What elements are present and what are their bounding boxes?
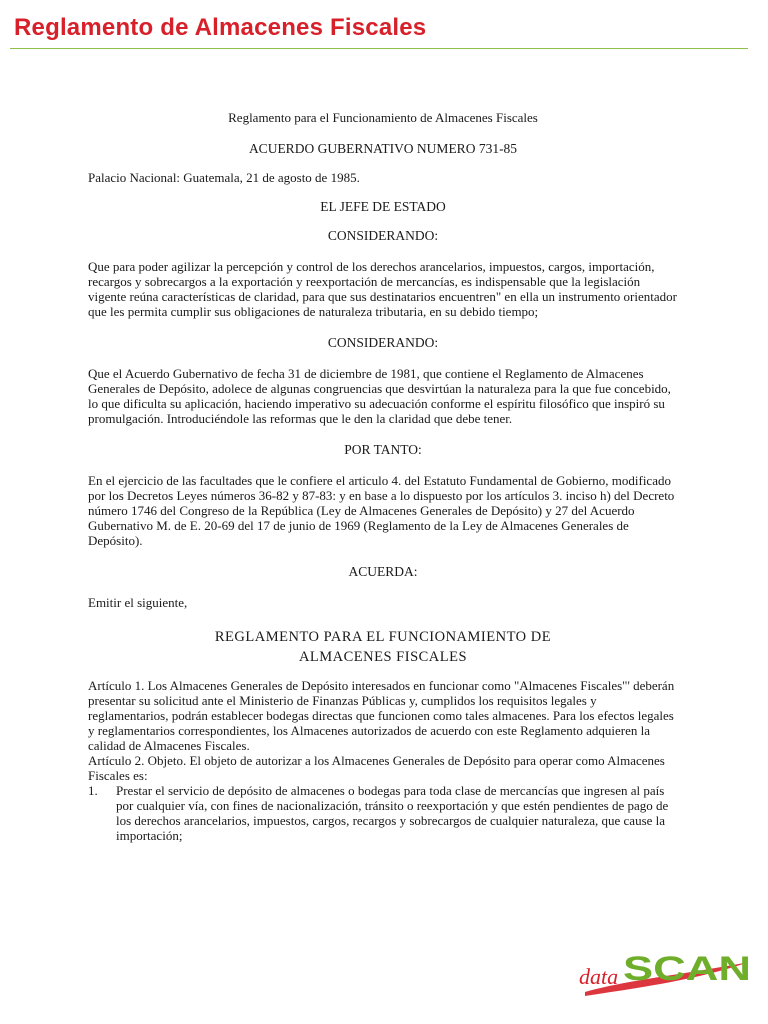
regulation-title xyxy=(88,627,678,667)
articulo-1: Artículo 1. Los Almacenes Generales de Depósito interesados en funcionar como "Almacenes Fiscales"' deberán presentar su solicitud ante el Ministerio de Finanzas Públicas y, cumplidos los requisitos legales y reglamentarios, podrán establecer bodegas directas que funcionen como tales almacenes. Para los efectos legales y reglamentarios correspondientes, los Almacenes autorizados de acuerdo con este Reglamento adquieren la calidad de Almacenes Fiscales. xyxy=(88,678,675,753)
considerando-2-heading: CONSIDERANDO: xyxy=(327,335,439,350)
logo-text-data: data xyxy=(579,964,619,989)
document-subtitle: Reglamento para el Funcionamiento de Almacenes Fiscales xyxy=(228,110,538,125)
regulation-title-line-1: REGLAMENTO PARA EL FUNCIONAMIENTO DE xyxy=(214,629,552,645)
list-item-number: 1. xyxy=(88,783,98,798)
emitir-text: Emitir el siguiente, xyxy=(88,595,188,610)
page-title: Reglamento de Almacenes Fiscales xyxy=(14,14,427,41)
articulo-2: Artículo 2. Objeto. El objeto de autorizar a los Almacenes Generales de Depósito para operar como Almacenes Fiscales es: xyxy=(88,753,665,783)
por-tanto-heading: POR TANTO: xyxy=(344,442,422,457)
list-item-text: Prestar el servicio de depósito de almacenes o bodegas para toda clase de mercancías que ingresen al país por cualquier vía, con fines de nacionalización, tránsito o reexportación y que estén pendientes de pago de los derechos arancelarios, impuestos, cargos, recargos y sobrecargos de cualquier naturaleza, que cause la importación; xyxy=(116,783,669,843)
decree-heading: ACUERDO GUBERNATIVO NUMERO 731-85 xyxy=(248,141,518,156)
chief-heading: EL JEFE DE ESTADO xyxy=(320,199,446,214)
header-divider xyxy=(10,48,748,49)
datascan-logo xyxy=(577,950,755,998)
regulation-title-line-2: ALMACENES FISCALES xyxy=(298,649,468,665)
considerando-1-heading: CONSIDERANDO: xyxy=(327,228,439,243)
document-body xyxy=(88,108,678,843)
acuerda-heading: ACUERDA: xyxy=(348,564,418,579)
por-tanto-text: En el ejercicio de las facultades que le confiere el articulo 4. del Estatuto Fundamental de Gobierno, modificado por los Decretos Leyes números 36-82 y 87-83: y en base a lo dispuesto por los artículos 3. inciso h) del Decreto número 1746 del Congreso de la República (Ley de Almacenes Generales de Depósito) y 27 del Acuerdo Gubernativo M. de E. 20-69 del 17 de junio de 1969 (Reglamento de la Ley de Almacenes Generales de Depósito). xyxy=(88,473,675,548)
considerando-2-text: Que el Acuerdo Gubernativo de fecha 31 de diciembre de 1981, que contiene el Reglamento de Almacenes Generales de Depósito, adolece de algunas congruencias que desvirtúan la naturaleza para la que fue concebido, lo que dificulta su aplicación, haciendo imperativo su adecuación conforme el espíritu filosófico que inspiró su promulgación. Introduciéndole las reformas que le den la claridad que debe tener. xyxy=(88,366,671,426)
considerando-1-text: Que para poder agilizar la percepción y control de los derechos arancelarios, impuestos, cargos, importación, recargos y sobrecargos a la exportación y reexportación de mercancías, es indispensable que la legislación vigente reúna características de claridad, para que sus destinatarios encuentren" en ella un instrumento orientador que les permita cumplir sus obligaciones de naturaleza tributaria, en su debido tiempo; xyxy=(88,259,677,319)
place-date: Palacio Nacional: Guatemala, 21 de agosto de 1985. xyxy=(88,170,360,185)
logo-text-scan: SCAN xyxy=(623,950,751,988)
list-item xyxy=(88,783,678,843)
